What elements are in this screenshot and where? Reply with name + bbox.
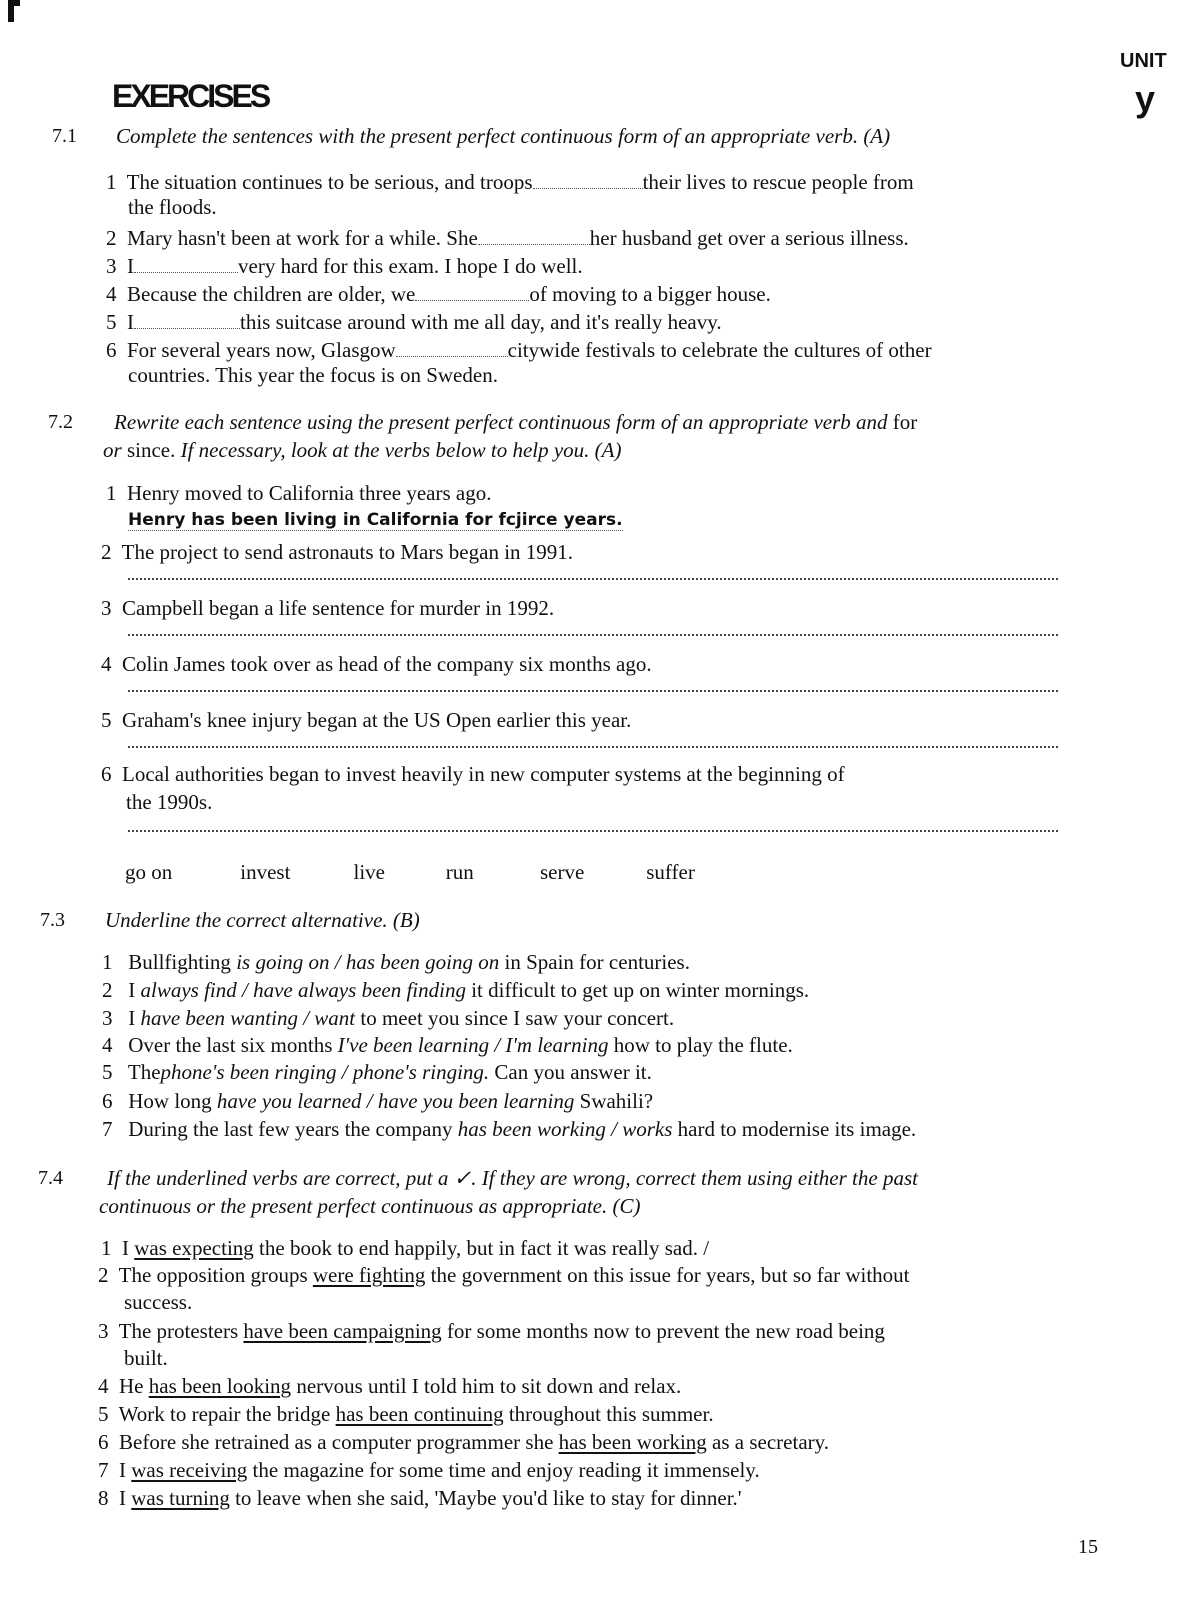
list-item: 1 Henry moved to California three years ago.: [106, 481, 492, 505]
verb-item: invest: [240, 860, 291, 884]
list-item: 1 The situation continues to be serious, and troops their lives to rescue people from: [106, 167, 914, 195]
answer-blank[interactable]: [415, 279, 529, 301]
answer-line[interactable]: [128, 830, 1058, 832]
underlined-verb[interactable]: was receiving: [131, 1458, 248, 1482]
answer-line[interactable]: [128, 578, 1058, 580]
list-item: 3 I have been wanting / want to meet you since I saw your concert.: [102, 1006, 675, 1030]
verb-item: go on: [125, 860, 173, 884]
list-item: 2 Mary hasn't been at work for a while. She her husband get over a serious illness.: [106, 223, 909, 251]
alternatives[interactable]: phone's been ringing / phone's ringing.: [160, 1060, 490, 1084]
answer-blank[interactable]: [134, 307, 240, 329]
exercise-number: 7.1: [52, 125, 77, 147]
answer-line[interactable]: [128, 690, 1058, 692]
verb-item: live: [353, 860, 385, 884]
list-item: 5 I this suitcase around with me all day, and it's really heavy.: [106, 307, 722, 335]
exercise-number: 7.4: [38, 1167, 63, 1189]
list-item: 3 The protesters have been campaigning for some months now to prevent the new road being: [98, 1319, 885, 1343]
underlined-verb[interactable]: have been campaigning: [243, 1319, 442, 1343]
corner-mark-top: [8, 0, 20, 6]
answer-blank[interactable]: [134, 251, 238, 273]
list-item: 2 I always find / have always been finding it difficult to get up on winter mornings.: [102, 978, 810, 1002]
list-item: 5 Graham's knee injury began at the US Open earlier this year.: [101, 708, 632, 732]
underlined-verb[interactable]: was expecting: [134, 1236, 254, 1260]
exercise-instruction: Underline the correct alternative. (B): [105, 908, 420, 932]
list-item-continuation: built.: [124, 1346, 168, 1370]
list-item: 4 Colin James took over as head of the company six months ago.: [101, 652, 652, 676]
page-number: 15: [1078, 1536, 1098, 1558]
exercise-number: 7.3: [40, 909, 65, 931]
verb-item: run: [445, 860, 474, 884]
exercise-instruction: Complete the sentences with the present perfect continuous form of an appropriate verb. (A): [116, 124, 891, 148]
list-item-continuation: success.: [124, 1290, 193, 1314]
alternatives[interactable]: has been working / works: [457, 1117, 673, 1141]
underlined-verb[interactable]: has been working: [558, 1430, 707, 1454]
exercise-instruction: Rewrite each sentence using the present perfect continuous form of an appropriate verb and for: [114, 410, 918, 434]
list-item: 4 Over the last six months I've been learning / I'm learning how to play the flute.: [102, 1033, 793, 1057]
exercise-instruction-line2: continuous or the present perfect continuous as appropriate. (C): [99, 1194, 641, 1218]
list-item-continuation: the 1990s.: [126, 790, 213, 814]
list-item: 8 I was turning to leave when she said, 'Maybe you'd like to stay for dinner.': [98, 1486, 742, 1510]
list-item: 4 Because the children are older, we of moving to a bigger house.: [106, 279, 771, 307]
unit-label: UNIT: [1120, 50, 1167, 72]
list-item: 5 Thephone's been ringing / phone's ringing. Can you answer it.: [102, 1060, 652, 1084]
list-item-continuation: the floods.: [128, 195, 217, 219]
list-item: 6 Before she retrained as a computer programmer she has been working as a secretary.: [98, 1430, 830, 1454]
list-item: 1 Bullfighting is going on / has been going on in Spain for centuries.: [102, 950, 690, 974]
exercise-instruction-line2: or since. If necessary, look at the verbs below to help you. (A): [103, 438, 622, 462]
exercise-number: 7.2: [48, 411, 73, 433]
underlined-verb[interactable]: was turning: [131, 1486, 230, 1510]
answer-blank[interactable]: [478, 223, 590, 245]
answer-blank[interactable]: [533, 167, 643, 189]
list-item-continuation: countries. This year the focus is on Sweden.: [128, 363, 498, 387]
list-item: 6 Local authorities began to invest heavily in new computer systems at the beginning of: [101, 762, 845, 786]
list-item: 2 The opposition groups were fighting the government on this issue for years, but so far without: [98, 1263, 910, 1287]
list-item: 5 Work to repair the bridge has been continuing throughout this summer.: [98, 1402, 714, 1426]
list-item: 6 For several years now, Glasgow citywide festivals to celebrate the cultures of other: [106, 335, 932, 363]
alternatives[interactable]: have been wanting / want: [140, 1006, 356, 1030]
alternatives[interactable]: is going on / has been going on: [236, 950, 500, 974]
underlined-verb[interactable]: has been continuing: [335, 1402, 504, 1426]
page-title: EXERCISES: [112, 78, 269, 114]
underlined-verb[interactable]: has been looking: [148, 1374, 292, 1398]
list-item: 1 I was expecting the book to end happily, but in fact it was really sad. /: [101, 1236, 710, 1260]
list-item: 7 I was receiving the magazine for some time and enjoy reading it immensely.: [98, 1458, 760, 1482]
unit-number: y: [1135, 78, 1156, 119]
underlined-verb[interactable]: were fighting: [312, 1263, 426, 1287]
verb-item: serve: [540, 860, 585, 884]
verb-item: suffer: [646, 860, 695, 884]
alternatives[interactable]: always find / have always been finding: [140, 978, 466, 1002]
answer-blank[interactable]: [396, 335, 508, 357]
answer-line[interactable]: [128, 746, 1058, 748]
exercise-instruction: If the underlined verbs are correct, put a ✓. If they are wrong, correct them using either the past: [107, 1166, 918, 1190]
list-item: 4 He has been looking nervous until I told him to sit down and relax.: [98, 1374, 682, 1398]
list-item: 7 During the last few years the company has been working / works hard to modernise its image.: [102, 1117, 917, 1141]
list-item: 3 Campbell began a life sentence for murder in 1992.: [101, 596, 555, 620]
example-answer: Henry has been living in California for fcjirce years.: [128, 510, 623, 530]
list-item: 6 How long have you learned / have you been learning Swahili?: [102, 1089, 654, 1113]
answer-line[interactable]: [128, 634, 1058, 636]
alternatives[interactable]: I've been learning / I'm learning: [337, 1033, 609, 1057]
verb-list: [125, 860, 726, 885]
list-item: 3 I very hard for this exam. I hope I do well.: [106, 251, 583, 279]
alternatives[interactable]: have you learned / have you been learning: [216, 1089, 575, 1113]
list-item: 2 The project to send astronauts to Mars began in 1991.: [101, 540, 574, 564]
